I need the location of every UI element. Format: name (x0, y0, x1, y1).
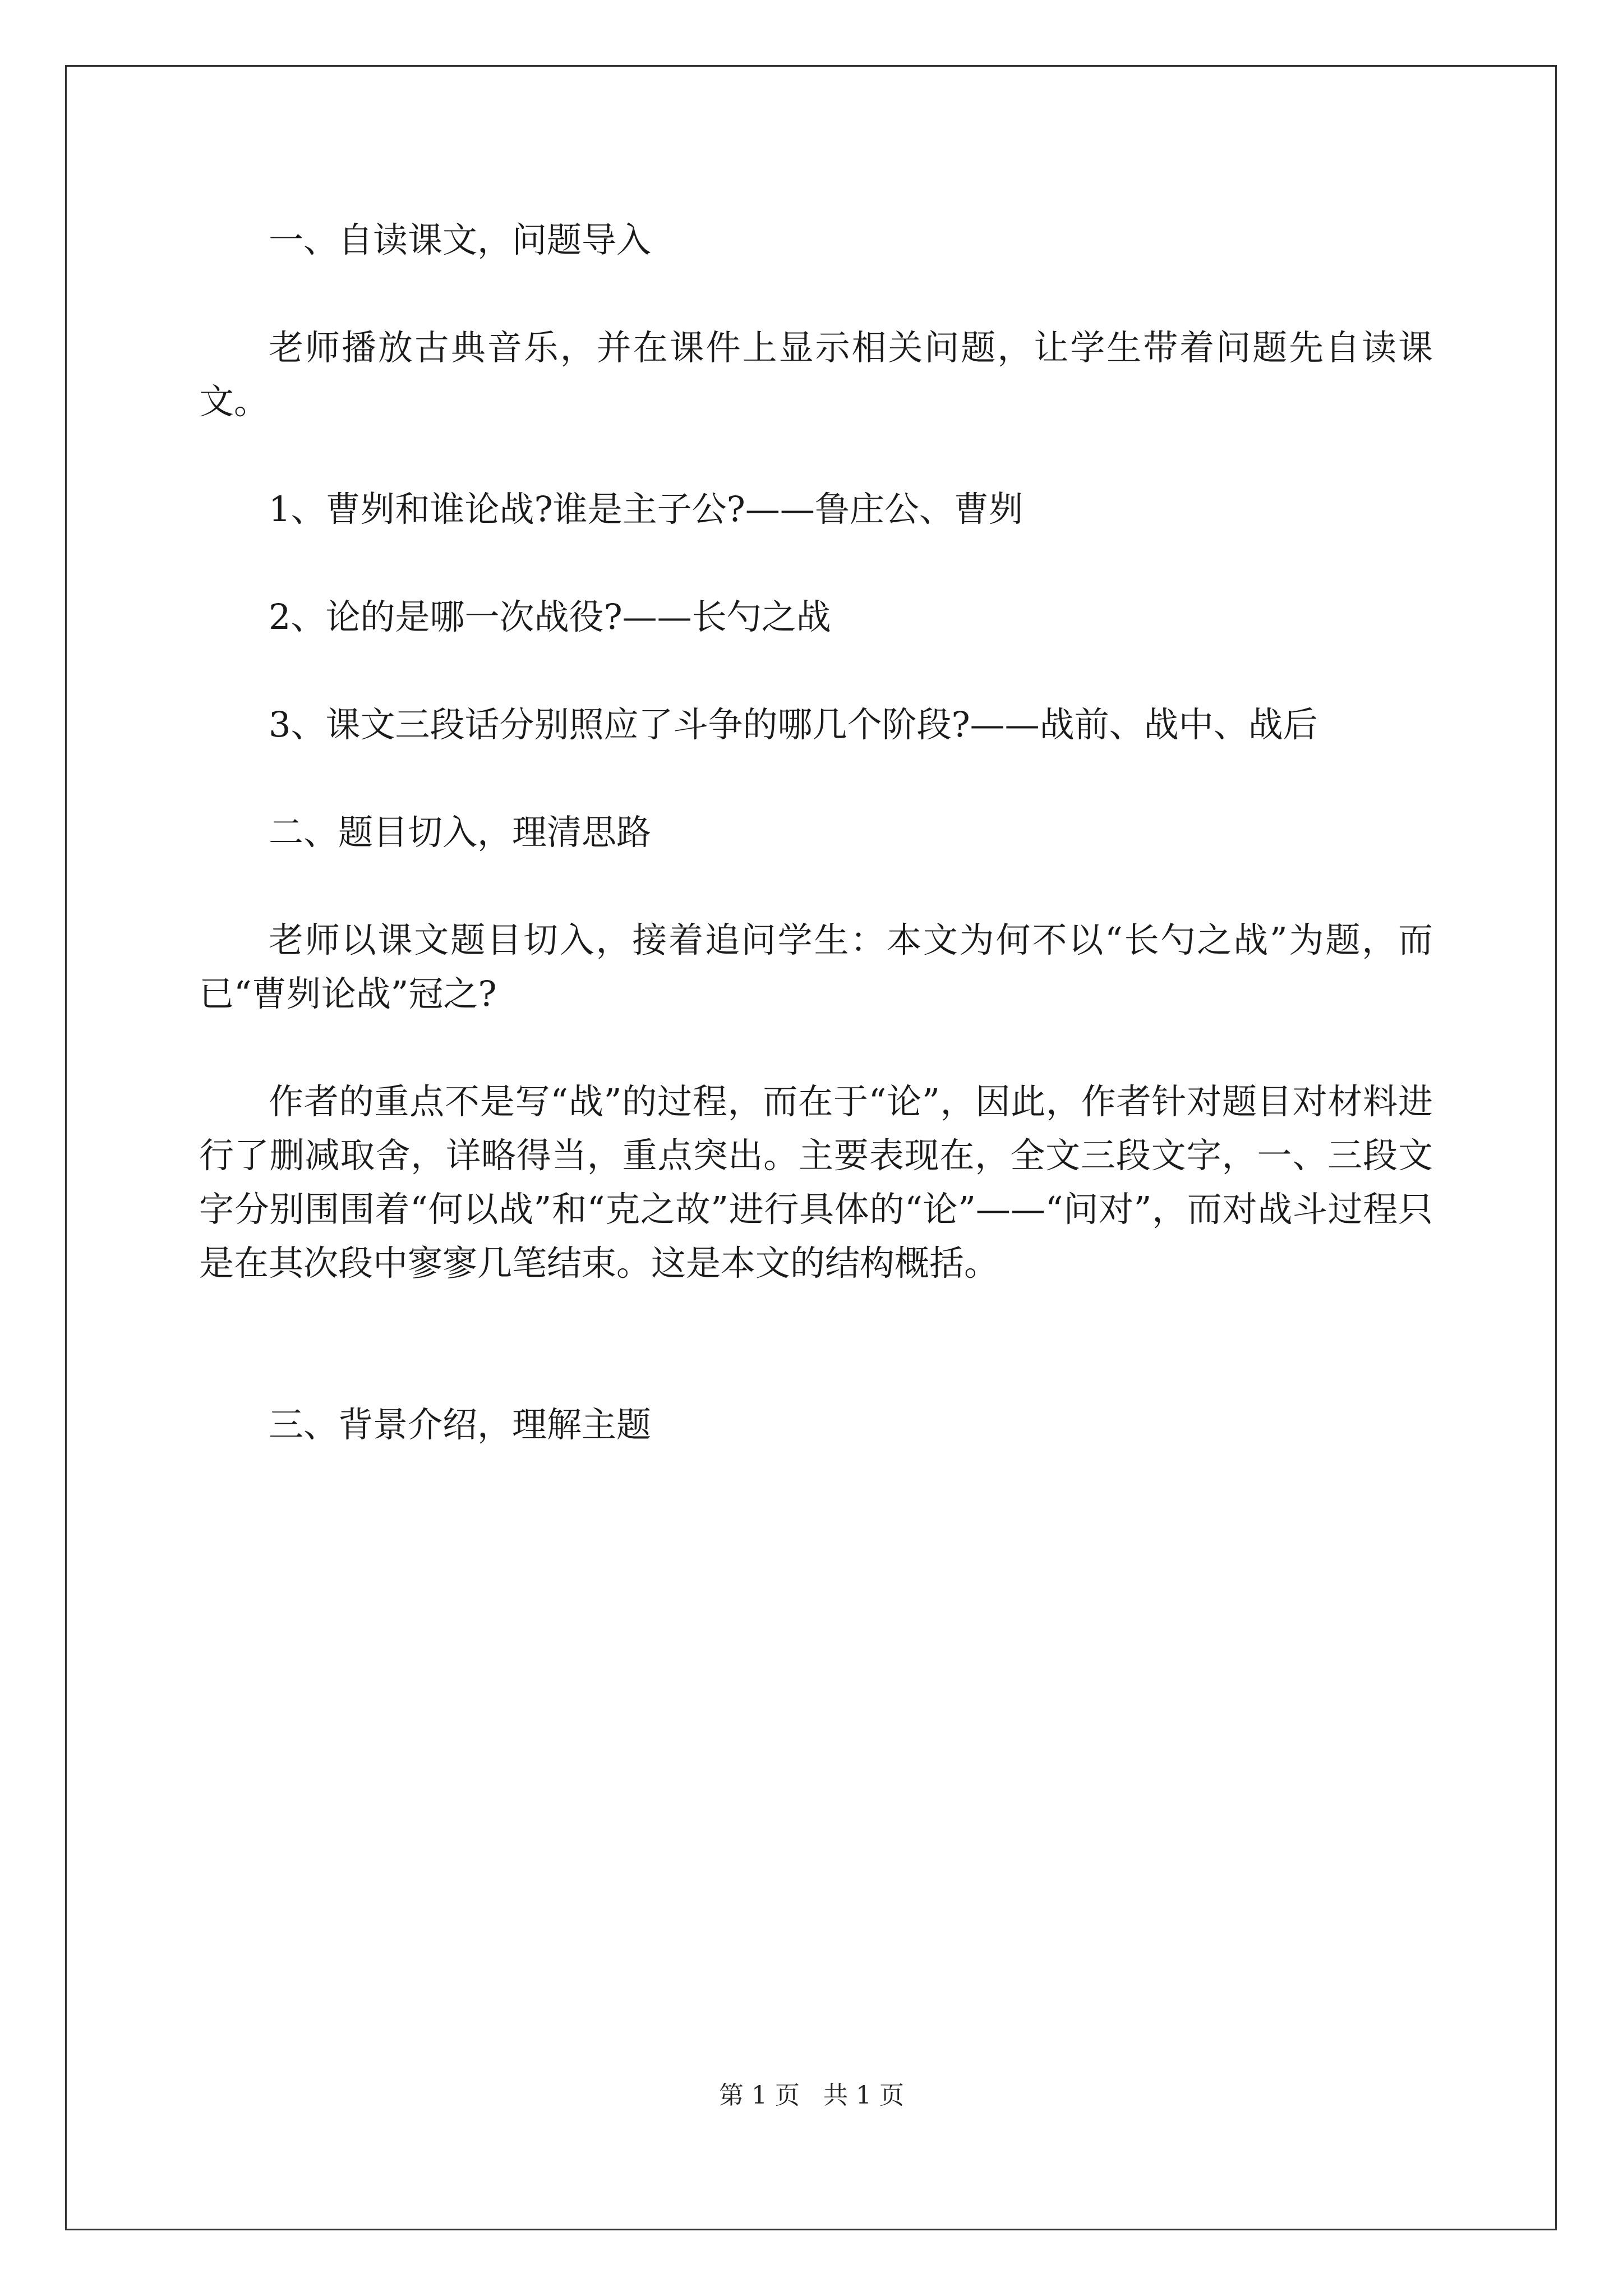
question-3: 3、课文三段话分别照应了斗争的哪几个阶段?——战前、战中、战后 (269, 704, 1318, 745)
paragraph-structure-summary: 作者的重点不是写“战”的过程，而在于“论”，因此，作者针对题目对材料进行了删减取舍，详略得当，重点突出。主要表现在，全文三段文字，一、三段文字分别围围着“何以战”和“克之故”进行具体的“论”——“问对”，而对战斗过程只是在其次段中寥寥几笔结束。这是本文的结构概括。 (199, 1081, 1433, 1283)
paragraph-intro: 老师播放古典音乐，并在课件上显示相关问题，让学生带着问题先自读课文。 (199, 327, 1433, 422)
page-total: 共 1 页 (823, 2081, 904, 2110)
question-1: 1、曹刿和谁论战?谁是主子公?——鲁庄公、曹刿 (269, 489, 1023, 530)
section-heading-3: 三、背景介绍，理解主题 (269, 1404, 652, 1445)
question-2: 2、论的是哪一次战役?——长勺之战 (269, 596, 831, 637)
paragraph-title-question: 老师以课文题目切入，接着追问学生：本文为何不以“长勺之战”为题，而已“曹刿论战”冠之? (199, 919, 1433, 1014)
section-heading-2: 二、题目切入，理清思路 (269, 812, 652, 853)
page-footer (0, 2079, 1623, 2113)
document-body (199, 213, 1433, 1506)
section-heading-1: 一、自读课文，问题导入 (269, 219, 652, 260)
page-number: 第 1 页 (719, 2081, 800, 2110)
